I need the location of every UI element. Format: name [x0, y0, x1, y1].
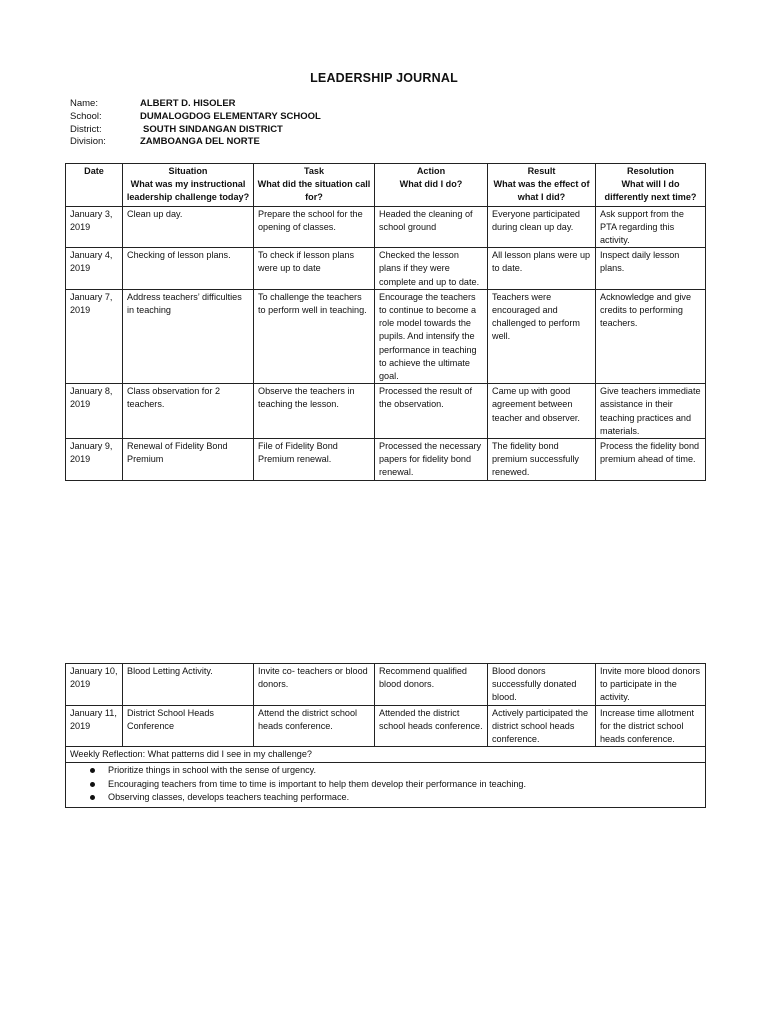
- cell-action: Processed the necessary papers for fidelity bond renewal.: [375, 439, 488, 481]
- table-row: [66, 248, 706, 290]
- header-question: What will I do differently next time?: [604, 179, 697, 203]
- info-value: SOUTH SINDANGAN DISTRICT: [143, 123, 283, 135]
- cell-action: Attended the district school heads conference.: [375, 705, 488, 747]
- cell-date: January 11, 2019: [66, 705, 123, 747]
- journal-table-page1: [65, 163, 706, 481]
- reflection-item-text: Encouraging teachers from time to time is important to help them develop their performance in teaching.: [108, 778, 527, 789]
- cell-task: Attend the district school heads conference.: [254, 705, 375, 747]
- reflection-item-text: Observing classes, develops teachers teaching performace.: [108, 791, 350, 802]
- cell-result: Blood donors successfully donated blood.: [488, 664, 596, 706]
- info-block: [70, 98, 321, 149]
- info-row-school: [70, 111, 321, 124]
- info-row-division: [70, 136, 321, 149]
- header-situation: Situation What was my instructional leadership challenge today?: [123, 164, 254, 207]
- info-row-district: [70, 124, 321, 137]
- cell-resolution: Increase time allotment for the district school heads conference.: [596, 705, 706, 747]
- cell-result: The fidelity bond premium successfully renewed.: [488, 439, 596, 481]
- table-row: [66, 384, 706, 439]
- cell-date: January 10, 2019: [66, 664, 123, 706]
- cell-result: Actively participated the district school heads conference.: [488, 705, 596, 747]
- cell-situation: Blood Letting Activity.: [123, 664, 254, 706]
- cell-resolution: Inspect daily lesson plans.: [596, 248, 706, 290]
- cell-task: File of Fidelity Bond Premium renewal.: [254, 439, 375, 481]
- cell-date: January 8, 2019: [66, 384, 123, 439]
- bullet-icon: [90, 795, 95, 800]
- cell-situation: Class observation for 2 teachers.: [123, 384, 254, 439]
- cell-date: January 7, 2019: [66, 289, 123, 383]
- cell-action: Processed the result of the observation.: [375, 384, 488, 439]
- cell-action: Headed the cleaning of school ground: [375, 206, 488, 248]
- header-question: What did I do?: [399, 179, 463, 190]
- cell-resolution: Invite more blood donors to participate in the activity.: [596, 664, 706, 706]
- info-label: Division:: [70, 136, 106, 148]
- header-result: Result What was the effect of what I did?: [488, 164, 596, 207]
- table-row: [66, 705, 706, 747]
- cell-date: January 9, 2019: [66, 439, 123, 481]
- cell-situation: District School Heads Conference: [123, 705, 254, 747]
- cell-task: Observe the teachers in teaching the lesson.: [254, 384, 375, 439]
- table-row: [66, 206, 706, 248]
- cell-resolution: Process the fidelity bond premium ahead of time.: [596, 439, 706, 481]
- weekly-reflection-title: Weekly Reflection: What patterns did I see in my challenge?: [66, 747, 706, 763]
- cell-result: Came up with good agreement between teacher and observer.: [488, 384, 596, 439]
- cell-task: Invite co- teachers or blood donors.: [254, 664, 375, 706]
- info-label: District:: [70, 123, 102, 135]
- reflection-items-row: [66, 763, 706, 808]
- table-header-row: [66, 164, 706, 207]
- reflection-row: [66, 747, 706, 763]
- cell-task: Prepare the school for the opening of classes.: [254, 206, 375, 248]
- cell-situation: Checking of lesson plans.: [123, 248, 254, 290]
- header-question: What was the effect of what I did?: [493, 179, 590, 203]
- info-value: ZAMBOANGA DEL NORTE: [140, 136, 260, 148]
- cell-action: Recommend qualified blood donors.: [375, 664, 488, 706]
- reflection-item: [90, 764, 701, 777]
- cell-task: To check if lesson plans were up to date: [254, 248, 375, 290]
- cell-resolution: Acknowledge and give credits to performing teachers.: [596, 289, 706, 383]
- cell-situation: Address teachers’ difficulties in teaching: [123, 289, 254, 383]
- cell-situation: Renewal of Fidelity Bond Premium: [123, 439, 254, 481]
- info-label: Name:: [70, 98, 98, 109]
- header-question: What did the situation call for?: [257, 179, 371, 203]
- info-value: ALBERT D. HISOLER: [140, 98, 236, 109]
- table-row: [66, 439, 706, 481]
- bullet-icon: [90, 768, 95, 773]
- cell-result: Everyone participated during clean up day.: [488, 206, 596, 248]
- info-value: DUMALOGDOG ELEMENTARY SCHOOL: [140, 110, 321, 122]
- cell-resolution: Ask support from the PTA regarding this activity.: [596, 206, 706, 248]
- header-action: Action What did I do?: [375, 164, 488, 207]
- cell-resolution: Give teachers immediate assistance in their teaching practices and materials.: [596, 384, 706, 439]
- header-task: Task What did the situation call for?: [254, 164, 375, 207]
- header-resolution: Resolution What will I do differently next time?: [596, 164, 706, 207]
- bullet-icon: [90, 782, 95, 787]
- cell-situation: Clean up day.: [123, 206, 254, 248]
- table-row: [66, 664, 706, 706]
- weekly-reflection-items: [66, 763, 706, 808]
- header-question: What was my instructional leadership challenge today?: [126, 179, 250, 203]
- table-row: [66, 289, 706, 383]
- cell-task: To challenge the teachers to perform well in teaching.: [254, 289, 375, 383]
- cell-action: Checked the lesson plans if they were complete and up to date.: [375, 248, 488, 290]
- journal-table-page2: [65, 663, 706, 808]
- reflection-item: [90, 791, 701, 804]
- cell-result: All lesson plans were up to date.: [488, 248, 596, 290]
- reflection-item: [90, 778, 701, 791]
- cell-result: Teachers were encouraged and challenged to perform well.: [488, 289, 596, 383]
- info-label: School:: [70, 110, 102, 122]
- info-row-name: [70, 98, 321, 111]
- cell-date: January 4, 2019: [66, 248, 123, 290]
- cell-date: January 3, 2019: [66, 206, 123, 248]
- header-date: Date: [66, 164, 123, 207]
- page-title: LEADERSHIP JOURNAL: [310, 71, 458, 85]
- reflection-item-text: Prioritize things in school with the sense of urgency.: [108, 765, 317, 776]
- cell-action: Encourage the teachers to continue to become a role model towards the pupils. And intensify the performance in teaching to achieve the ultimate goal.: [375, 289, 488, 383]
